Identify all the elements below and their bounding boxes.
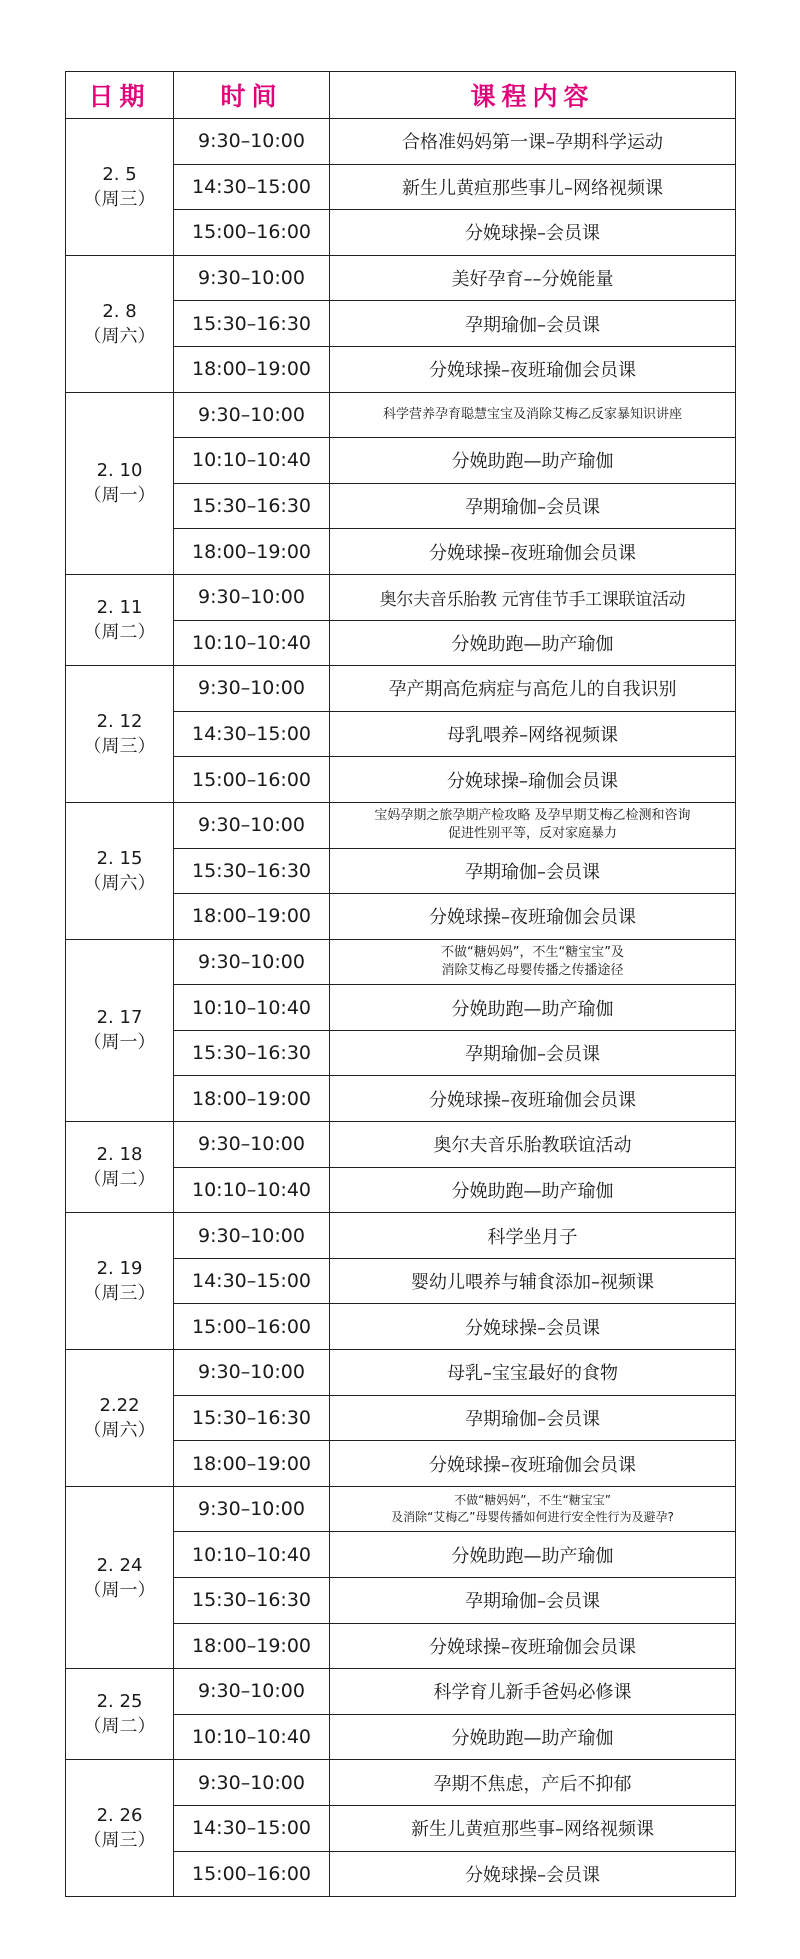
course-cell — [330, 164, 736, 210]
course-cell — [330, 392, 736, 438]
date-text: 2. 26 — [96, 1805, 143, 1827]
course-text: 母乳喂养–网络视频课 — [447, 725, 618, 747]
time-cell: 9:30–10:00 — [174, 666, 330, 712]
weekday-text: （周一） — [83, 1579, 156, 1601]
time-cell: 18:00–19:00 — [174, 346, 330, 392]
time-cell: 10:10–10:40 — [174, 1532, 330, 1578]
time-cell: 15:30–16:30 — [174, 1578, 330, 1624]
date-cell — [66, 1669, 174, 1760]
course-cell — [330, 1441, 736, 1487]
course-cell — [330, 1076, 736, 1122]
time-cell: 9:30–10:00 — [174, 255, 330, 301]
time-cell: 15:00–16:00 — [174, 1304, 330, 1350]
table-row — [66, 1486, 736, 1532]
date-cell — [66, 1122, 174, 1213]
table-row — [66, 255, 736, 301]
course-cell — [330, 346, 736, 392]
weekday-text: （周一） — [83, 1032, 156, 1054]
course-text: 孕期瑜伽–会员课 — [465, 314, 600, 336]
time-cell: 9:30–10:00 — [174, 1122, 330, 1168]
time-cell: 9:30–10:00 — [174, 392, 330, 438]
course-text: 宝妈孕期之旅孕期产检攻略 及孕早期艾梅乙检测和咨询 — [374, 808, 691, 824]
course-text: 婴幼儿喂养与辅食添加–视频课 — [411, 1272, 654, 1294]
table-row — [66, 666, 736, 712]
course-cell — [330, 1486, 736, 1532]
time-cell: 9:30–10:00 — [174, 1486, 330, 1532]
date-text: 2. 11 — [96, 597, 143, 619]
course-text: 孕期瑜伽–会员课 — [465, 861, 600, 883]
course-cell — [330, 1760, 736, 1806]
course-cell — [330, 1167, 736, 1213]
time-cell: 10:10–10:40 — [174, 985, 330, 1031]
course-text: 奥尔夫音乐胎教 元宵佳节手工课联谊活动 — [379, 589, 686, 610]
course-cell — [330, 1213, 736, 1259]
course-text: 新生儿黄疸那些事–网络视频课 — [411, 1819, 654, 1841]
course-text: 孕期不焦虑，产后不抑郁 — [433, 1773, 632, 1795]
course-text: 孕期瑜伽–会员课 — [465, 1408, 600, 1430]
course-text: 孕期瑜伽–会员课 — [465, 1044, 600, 1066]
header-date: 日期 — [66, 72, 174, 119]
time-cell: 18:00–19:00 — [174, 894, 330, 940]
time-cell: 10:10–10:40 — [174, 620, 330, 666]
date-text: 2. 24 — [96, 1554, 143, 1576]
course-text: 孕期瑜伽–会员课 — [465, 1591, 600, 1613]
weekday-text: （周三） — [83, 188, 156, 210]
course-cell — [330, 1851, 736, 1897]
course-cell — [330, 1258, 736, 1304]
date-cell — [66, 802, 174, 939]
course-cell — [330, 985, 736, 1031]
course-cell — [330, 1395, 736, 1441]
header-course: 课程内容 — [330, 72, 736, 119]
time-cell: 9:30–10:00 — [174, 1669, 330, 1715]
time-cell: 18:00–19:00 — [174, 1441, 330, 1487]
date-cell — [66, 255, 174, 392]
course-text: 分娩球操–夜班瑜伽会员课 — [429, 1636, 636, 1658]
weekday-text: （周二） — [83, 1716, 156, 1738]
course-text: 不做“糖妈妈”，不生“糖宝宝”及 — [441, 944, 624, 960]
course-cell — [330, 939, 736, 985]
course-text: 分娩球操–夜班瑜伽会员课 — [429, 542, 636, 564]
time-cell: 14:30–15:00 — [174, 711, 330, 757]
weekday-text: （周三） — [83, 1283, 156, 1305]
time-cell: 15:00–16:00 — [174, 210, 330, 256]
weekday-text: （周三） — [83, 736, 156, 758]
date-cell — [66, 1486, 174, 1668]
table-header — [66, 72, 736, 119]
table-row — [66, 1213, 736, 1259]
course-cell — [330, 1122, 736, 1168]
course-text-line2: 促进性别平等，反对家庭暴力 — [447, 826, 617, 842]
table-row — [66, 119, 736, 165]
course-text: 科学育儿新手爸妈必修课 — [433, 1682, 632, 1704]
table-row — [66, 1760, 736, 1806]
date-cell — [66, 939, 174, 1121]
course-text: 分娩助跑—助产瑜伽 — [451, 1545, 614, 1567]
course-cell — [330, 1669, 736, 1715]
course-text: 分娩球操–会员课 — [465, 223, 600, 245]
date-text: 2. 10 — [96, 460, 143, 482]
time-cell: 14:30–15:00 — [174, 1805, 330, 1851]
date-text: 2. 8 — [102, 300, 137, 322]
date-cell — [66, 574, 174, 665]
time-cell: 15:30–16:30 — [174, 301, 330, 347]
course-cell — [330, 666, 736, 712]
course-text: 母乳–宝宝最好的食物 — [447, 1363, 618, 1385]
header-time: 时间 — [174, 72, 330, 119]
course-text: 科学营养孕育聪慧宝宝及消除艾梅乙反家暴知识讲座 — [382, 406, 682, 422]
course-text: 合格准妈妈第一课–孕期科学运动 — [402, 132, 663, 154]
time-cell: 15:30–16:30 — [174, 848, 330, 894]
weekday-text: （周三） — [83, 1830, 156, 1852]
course-cell — [330, 1304, 736, 1350]
course-text: 奥尔夫音乐胎教联谊活动 — [433, 1135, 632, 1157]
table-row — [66, 1669, 736, 1715]
course-text: 分娩助跑—助产瑜伽 — [451, 998, 614, 1020]
date-cell — [66, 1760, 174, 1897]
course-text: 分娩球操–会员课 — [465, 1317, 600, 1339]
weekday-text: （周六） — [83, 872, 156, 894]
course-text: 分娩球操–夜班瑜伽会员课 — [429, 360, 636, 382]
course-text: 分娩球操–夜班瑜伽会员课 — [429, 1454, 636, 1476]
course-cell — [330, 119, 736, 165]
date-text: 2. 25 — [96, 1691, 143, 1713]
course-cell — [330, 894, 736, 940]
weekday-text: （周一） — [83, 485, 156, 507]
date-cell — [66, 392, 174, 574]
table-row — [66, 1350, 736, 1396]
course-cell — [330, 1030, 736, 1076]
course-cell — [330, 1350, 736, 1396]
course-text: 孕期瑜伽–会员课 — [465, 497, 600, 519]
date-cell — [66, 119, 174, 256]
course-cell — [330, 711, 736, 757]
time-cell: 9:30–10:00 — [174, 802, 330, 848]
time-cell: 10:10–10:40 — [174, 1167, 330, 1213]
time-cell: 9:30–10:00 — [174, 119, 330, 165]
time-cell: 9:30–10:00 — [174, 1760, 330, 1806]
date-text: 2. 15 — [96, 847, 143, 869]
time-cell: 9:30–10:00 — [174, 1350, 330, 1396]
date-text: 2. 12 — [96, 711, 143, 733]
time-cell: 9:30–10:00 — [174, 1213, 330, 1259]
course-cell — [330, 848, 736, 894]
course-text: 新生儿黄疸那些事儿–网络视频课 — [402, 177, 663, 199]
course-cell — [330, 210, 736, 256]
date-text: 2.22 — [99, 1394, 140, 1416]
weekday-text: （周六） — [83, 1419, 156, 1441]
course-cell — [330, 1714, 736, 1760]
time-cell: 10:10–10:40 — [174, 1714, 330, 1760]
course-text: 分娩助跑—助产瑜伽 — [451, 1180, 614, 1202]
weekday-text: （周二） — [83, 1169, 156, 1191]
course-text: 不做“糖妈妈”，不生“糖宝宝” — [454, 1493, 611, 1508]
course-text: 分娩球操–夜班瑜伽会员课 — [429, 1089, 636, 1111]
course-cell — [330, 1623, 736, 1669]
course-cell — [330, 757, 736, 803]
course-cell — [330, 438, 736, 484]
table-row — [66, 802, 736, 848]
course-cell — [330, 1532, 736, 1578]
course-text-line2: 及消除“艾梅乙”母婴传播如何进行安全性行为及避孕? — [391, 1510, 674, 1525]
date-text: 2. 19 — [96, 1258, 143, 1280]
time-cell: 9:30–10:00 — [174, 574, 330, 620]
time-cell: 15:30–16:30 — [174, 1030, 330, 1076]
course-cell — [330, 255, 736, 301]
weekday-text: （周六） — [83, 325, 156, 347]
time-cell: 15:00–16:00 — [174, 757, 330, 803]
course-text: 分娩助跑—助产瑜伽 — [451, 633, 614, 655]
date-text: 2. 17 — [96, 1007, 143, 1029]
course-cell — [330, 1578, 736, 1624]
time-cell: 14:30–15:00 — [174, 164, 330, 210]
schedule-table — [65, 71, 736, 1897]
course-text: 分娩球操–瑜伽会员课 — [447, 770, 618, 792]
course-text: 美好孕育––分娩能量 — [451, 269, 614, 291]
time-cell: 10:10–10:40 — [174, 438, 330, 484]
time-cell: 18:00–19:00 — [174, 529, 330, 575]
date-cell — [66, 1350, 174, 1487]
date-text: 2. 18 — [96, 1144, 143, 1166]
weekday-text: （周二） — [83, 622, 156, 644]
time-cell: 15:30–16:30 — [174, 483, 330, 529]
course-text: 分娩助跑—助产瑜伽 — [451, 451, 614, 473]
time-cell: 9:30–10:00 — [174, 939, 330, 985]
course-text: 孕产期高危病症与高危儿的自我识别 — [388, 679, 677, 701]
course-text: 分娩球操–会员课 — [465, 1864, 600, 1886]
course-text: 分娩助跑—助产瑜伽 — [451, 1728, 614, 1750]
course-cell — [330, 529, 736, 575]
course-cell — [330, 620, 736, 666]
time-cell: 15:30–16:30 — [174, 1395, 330, 1441]
table-row — [66, 939, 736, 985]
date-text: 2. 5 — [102, 163, 137, 185]
table-row — [66, 392, 736, 438]
table-row — [66, 574, 736, 620]
course-cell — [330, 301, 736, 347]
time-cell: 14:30–15:00 — [174, 1258, 330, 1304]
table-row — [66, 1122, 736, 1168]
table-body — [66, 119, 736, 1897]
course-cell — [330, 1805, 736, 1851]
date-cell — [66, 1213, 174, 1350]
course-cell — [330, 574, 736, 620]
course-text: 科学坐月子 — [487, 1226, 578, 1248]
time-cell: 18:00–19:00 — [174, 1623, 330, 1669]
course-text-line2: 消除艾梅乙母婴传播之传播途径 — [441, 962, 624, 978]
time-cell: 18:00–19:00 — [174, 1076, 330, 1122]
course-cell — [330, 483, 736, 529]
date-cell — [66, 666, 174, 803]
time-cell: 15:00–16:00 — [174, 1851, 330, 1897]
course-text: 分娩球操–夜班瑜伽会员课 — [429, 907, 636, 929]
course-cell — [330, 802, 736, 848]
